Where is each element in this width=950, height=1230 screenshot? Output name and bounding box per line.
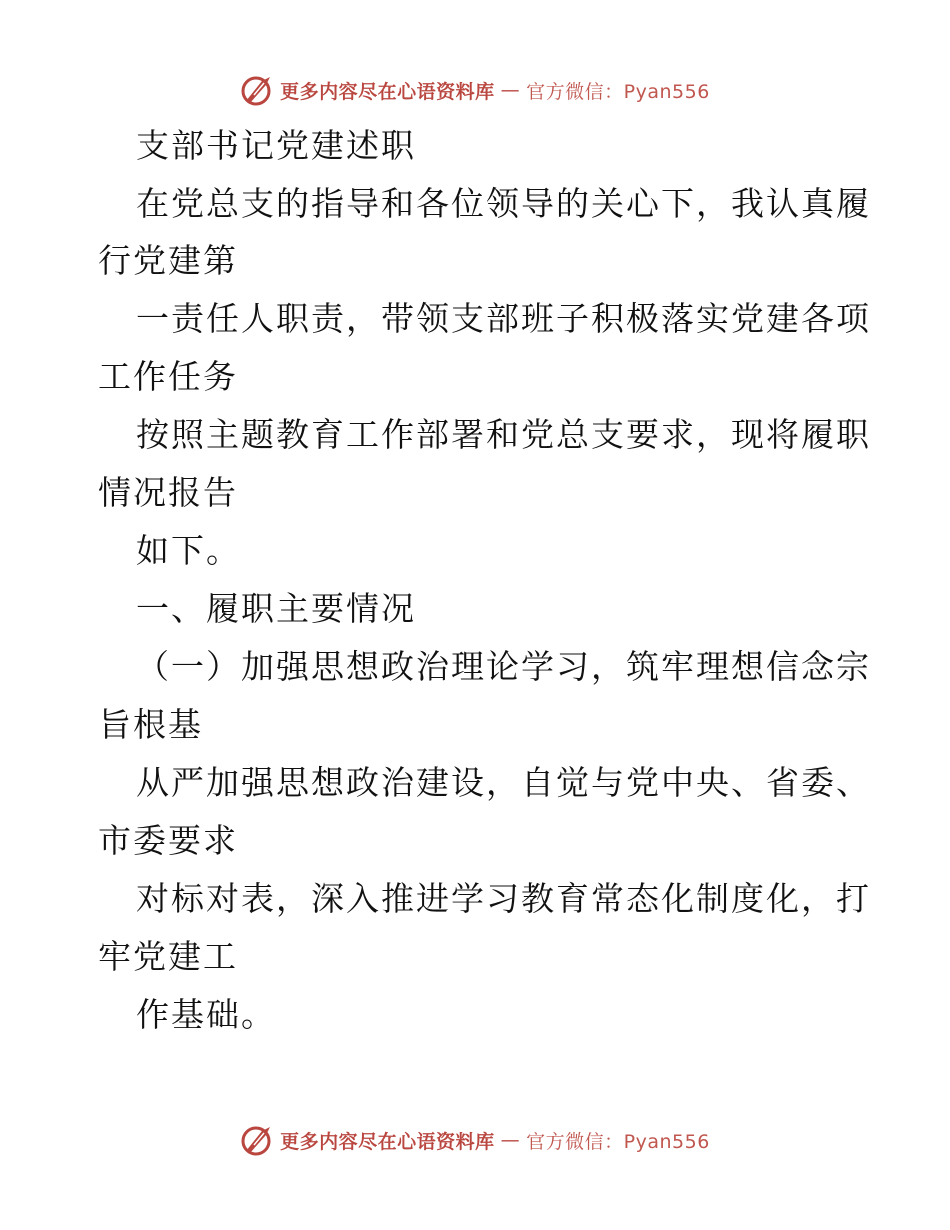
doc-line: 从严加强思想政治建设，自觉与党中央、省委、 [136,763,871,802]
header-banner [0,70,950,110]
doc-title: 支部书记党建述职 [136,126,416,165]
doc-line: 在党总支的指导和各位领导的关心下，我认真履 [136,184,871,223]
doc-line: 按照主题教育工作部署和党总支要求，现将履职 [136,415,871,454]
doc-line: 旨根基 [98,705,203,744]
doc-line: 一责任人职责，带领支部班子积极落实党建各项 [136,299,871,338]
banner-main-text: 更多内容尽在心语资料库 [280,1130,495,1153]
doc-heading: 一、履职主要情况 [136,589,416,628]
doc-line: 牢党建工 [98,937,238,976]
doc-line: 工作任务 [98,357,238,396]
banner-wechat-text: 官方微信：Pyan556 [526,1130,710,1153]
doc-line: 市委要求 [98,821,238,860]
quill-pen-logo-icon [240,1123,274,1157]
quill-pen-logo-icon [240,73,274,107]
doc-subheading: （一）加强思想政治理论学习，筑牢理想信念宗 [136,647,871,686]
banner-main-text: 更多内容尽在心语资料库 [280,80,495,103]
banner-wechat-text: 官方微信：Pyan556 [526,80,710,103]
doc-line: 行党建第 [98,241,238,280]
doc-line: 情况报告 [98,473,238,512]
doc-line: 如下。 [136,531,241,570]
footer-banner [0,1120,950,1160]
doc-line: 作基础。 [136,995,276,1034]
banner-separator: — [500,1129,521,1151]
doc-line: 对标对表，深入推进学习教育常态化制度化，打 [136,879,871,918]
banner-separator: — [500,79,521,101]
